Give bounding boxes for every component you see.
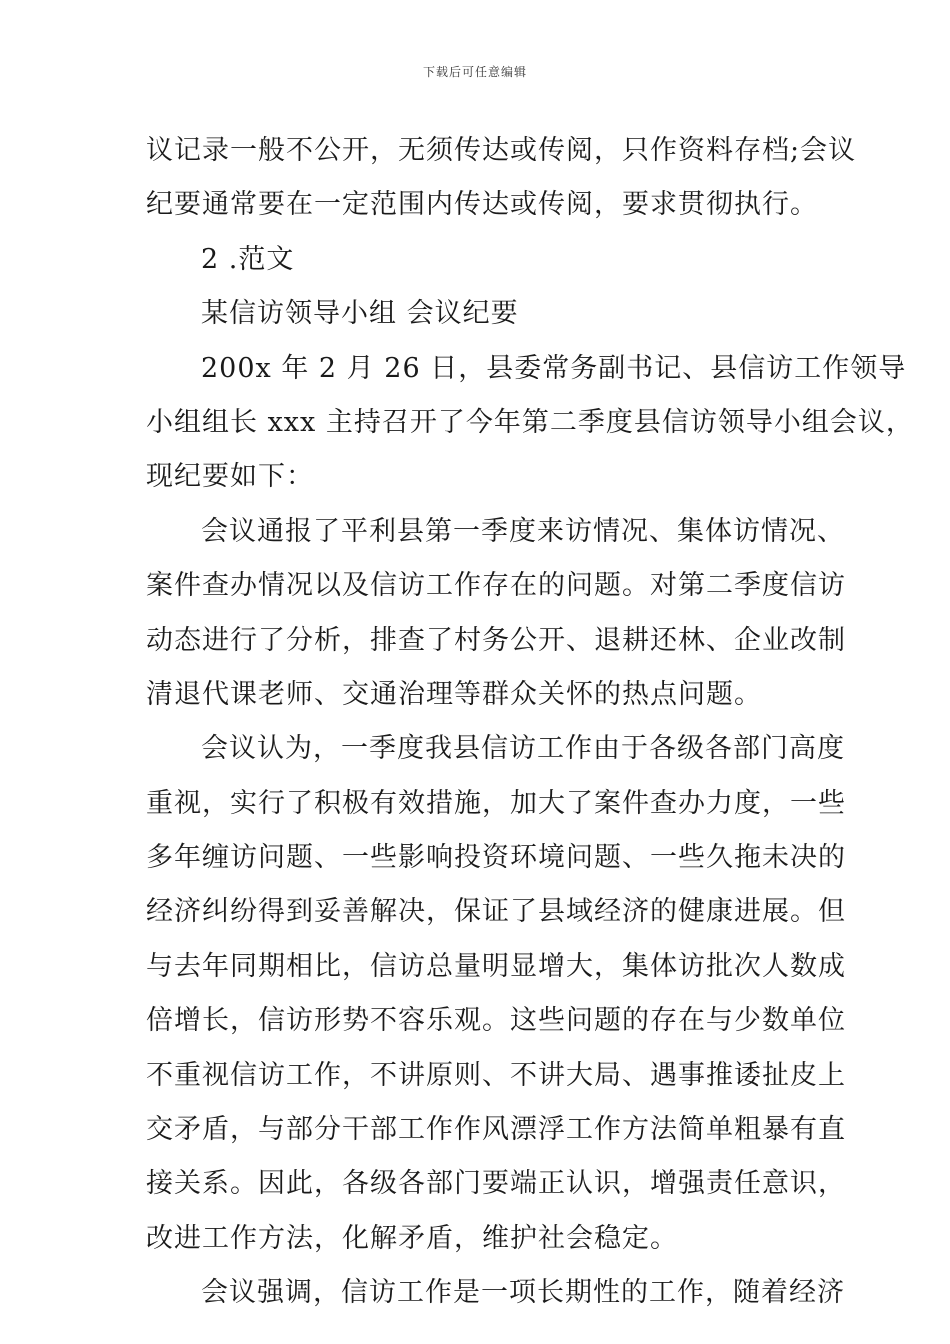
- text-line: 小组组长 xxx 主持召开了今年第二季度县信访领导小组会议，: [146, 406, 914, 438]
- document-title: 某信访领导小组 会议纪要: [201, 298, 519, 330]
- text-line: 会议强调，信访工作是一项长期性的工作，随着经济: [201, 1277, 845, 1309]
- page-header: 下载后可任意编辑: [422, 65, 527, 79]
- text-line: 纪要通常要在一定范围内传达或传阅，要求贯彻执行。: [146, 189, 818, 221]
- text-line: 接关系。因此，各级各部门要端正认识，增强责任意识，: [146, 1168, 846, 1200]
- text-line: 经济纠纷得到妥善解决，保证了县域经济的健康进展。但: [146, 896, 846, 928]
- text-line: 不重视信访工作，不讲原则、不讲大局、遇事推诿扯皮上: [146, 1059, 846, 1091]
- text-line: 重视，实行了积极有效措施，加大了案件查办力度，一些: [146, 787, 846, 819]
- text-line: 200x 年 2 月 26 日，县委常务副书记、县信访工作领导: [201, 352, 907, 384]
- text-line: 交矛盾，与部分干部工作作风漂浮工作方法简单粗暴有直: [146, 1114, 846, 1146]
- document-body: [146, 124, 914, 1321]
- text-line: 现纪要如下：: [146, 461, 314, 493]
- text-line: 议记录一般不公开，无须传达或传阅，只作资料存档;会议: [146, 135, 857, 166]
- text-line: 倍增长，信访形势不容乐观。这些问题的存在与少数单位: [146, 1005, 846, 1037]
- text-line: 改进工作方法，化解矛盾，维护社会稳定。: [146, 1222, 678, 1254]
- section-heading: 2 .范文: [201, 243, 295, 275]
- text-line: 会议认为，一季度我县信访工作由于各级各部门高度: [201, 733, 845, 765]
- text-line: 清退代课老师、交通治理等群众关怀的热点问题。: [146, 678, 762, 710]
- text-line: 会议通报了平利县第一季度来访情况、集体访情况、: [201, 515, 845, 547]
- text-line: 多年缠访问题、一些影响投资环境问题、一些久拖未决的: [146, 842, 846, 874]
- text-line: 案件查办情况以及信访工作存在的问题。对第二季度信访: [146, 570, 846, 602]
- text-line: 与去年同期相比，信访总量明显增大，集体访批次人数成: [146, 950, 846, 982]
- text-line: 动态进行了分析，排查了村务公开、退耕还林、企业改制: [146, 624, 846, 656]
